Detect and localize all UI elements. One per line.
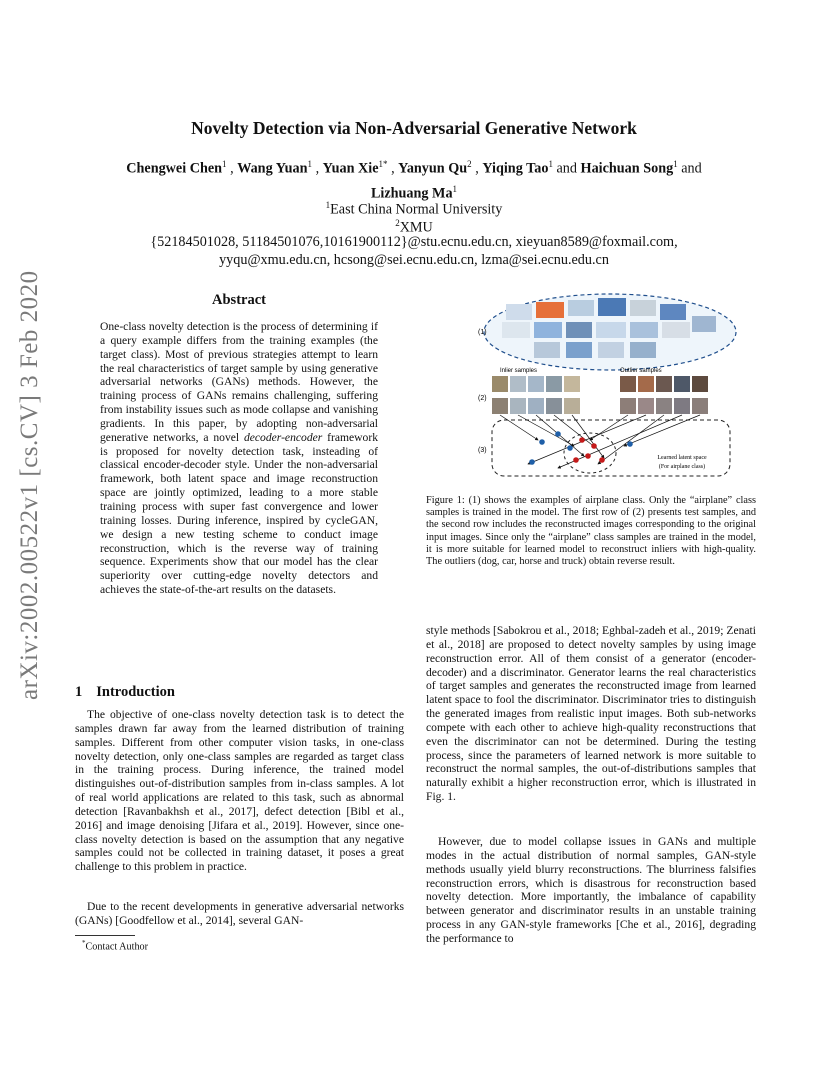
author-affiliation-mark: 1*: [378, 159, 388, 169]
affiliation-mark: 2: [395, 218, 400, 228]
author-affiliation-mark: 1: [222, 159, 227, 169]
figure-label-3: (3): [478, 447, 487, 454]
intro-paragraph-2: Due to the recent developments in generative adversarial networks (GANs) [Goodfellow et al., 2014], several GAN-: [75, 900, 404, 927]
author-affiliation-mark: 1: [452, 183, 458, 194]
intro-paragraph-4: However, due to model collapse issues in GANs and multiple modes in the actual distribution of normal samples, GAN-style methods usually yield blurry reconstructions. The blurriness falsifies reconstruction errors, which is disastrous for reconstruction based novelty detection. More importantly, the imbalance of capability between generator and discriminator results in an unstable training process in any GAN-style frameworks [Che et al., 2016], degrading the performance to: [426, 835, 756, 945]
section-title: Introduction: [96, 684, 175, 700]
abstract-text: framework is proposed for novelty detection task, insteading of classical encoder-decoder style. Under the non-adversarial framework, both latent space and image reconstruction space are jointly optimized, leading to a more stable training process with super fast convergence and lower training losses. During inference, inspired by cycleGAN, we design a new testing scheme to conduct image reconstruction, which is the reverse way of training sequence. Experiments show that our model has the clear superiority over cutting-edge novelty detectors and achieves the state-of-the-art results on the datasets.: [100, 430, 378, 597]
author-list: Chengwei Chen$^1$ , Wang Yuan$^1$ , Yuan Xie$^{1*}$ , Yanyun Qu$^2$ , Yiqing Tao$^1$ and Haichuan Song$^1$ and Lizhuang Ma$^1$: [126, 159, 702, 202]
email-line-2: yyqu@xmu.edu.cn, hcsong@sei.ecnu.edu.cn, lzma@sei.ecnu.edu.cn: [219, 252, 609, 268]
outlier-label: Outlier samples: [620, 368, 662, 374]
email-line-1: {52184501028, 51184501076,10161900112}@stu.ecnu.edu.cn, xieyuan8589@foxmail.com,: [150, 234, 678, 250]
author-affiliation-mark: 1: [673, 159, 678, 169]
author-name: Yanyun Qu: [398, 160, 468, 177]
abstract-body: [100, 320, 378, 597]
reconstructed-images: [492, 398, 708, 414]
test-sample-images: [492, 376, 708, 392]
footnote: [82, 939, 148, 952]
abstract-text: One-class novelty detection is the process of determining if a query example differs from the training examples (the target class). Most of previous strategies attempt to learn the real characteristics of target sample by using generative adversarial networks (GANs) methods. However, the training process of GANs remains challenging, suffering from instability issues such as mode collapse and vanishing gradients. In this paper, by adopting non-adversarial generative networks, a novel: [100, 320, 378, 444]
author-name: Chengwei Chen: [126, 160, 223, 177]
figure-1: [470, 288, 740, 483]
arxiv-identifier: arXiv:2002.00522v1 [cs.CV] 3 Feb 2020: [16, 270, 43, 700]
author-name: Yiqing Tao: [482, 160, 549, 177]
author-affiliation-mark: 1: [307, 159, 313, 169]
paper-title: Novelty Detection via Non-Adversarial Generative Network: [191, 118, 637, 138]
affiliation-name: East China Normal University: [330, 201, 503, 218]
footnote-text: Contact Author: [85, 941, 149, 953]
footnote-mark: *: [82, 939, 86, 947]
section-heading: [75, 684, 189, 701]
author-name: Wang Yuan: [237, 160, 308, 177]
conjunction: and: [681, 160, 702, 177]
intro-paragraph-1: The objective of one-class novelty detection task is to detect the samples drawn far away from the learned distribution of training samples. Different from other computer vision tasks, in one-class novelty detection, only one-class samples are regarded as target class in the training process. During inference, the trained model distinguishes out-of-distribution samples from in-class samples. A lot of real world applications are related to this task, such as abnormal detection [Ravanbakhsh et al., 2017], defect detection [Bibl et al., 2016] and image denoising [Jifara et al., 2019]. However, since one-class novelty detection is based on the assumption that any negative samples could not be collected in training dataset, it poses a great challenge to this problem in practice.: [75, 708, 404, 874]
author-name: Yuan Xie: [322, 160, 379, 177]
affiliation-mark: 1: [325, 200, 331, 210]
author-affiliation-mark: 1: [548, 159, 553, 169]
inlier-label: Inlier samples: [500, 368, 538, 374]
intro-paragraph-3: style methods [Sabokrou et al., 2018; Eghbal-zadeh et al., 2019; Zenati et al., 2018] are proposed to detect novelty samples by using image reconstruction error. All of them consist of a generator (encoder-decoder) and a discriminator. Generator learns the real characteristics of target samples and generates the reconstructed image from learned latent space to fool the discriminator. Discriminator tries to distinguish the generated images from realistic input images. Both sub-networks compete with each other to achieve high-quality reconstructions that even the discriminator can not be determined. During the testing process, since the parameters of learned network is more suitable to reconstruct the normal samples, the out-of-distributions samples that naturally exhibit a higher reconstruction error, which is illustrated in Fig. 1.: [426, 624, 756, 804]
latent-space-label: Learned latent space: [657, 455, 707, 461]
author-name: Lizhuang Ma: [370, 185, 453, 202]
figure-label-2: (2): [478, 395, 487, 402]
footnote-rule: [75, 935, 135, 936]
author-affiliation-mark: 2: [467, 159, 472, 169]
affiliation-name: XMU: [399, 219, 433, 236]
section-number: 1: [75, 684, 83, 700]
abstract-heading: Abstract: [212, 292, 266, 308]
conjunction: and: [556, 160, 577, 177]
figure-label-1: (1): [478, 329, 487, 336]
author-name: Haichuan Song: [580, 160, 674, 177]
abstract-emphasis: decoder-encoder: [243, 430, 323, 444]
figure-caption: Figure 1: (1) shows the examples of airplane class. Only the “airplane” class samples is trained in the model. The first row of (2) presents test samples, and the second row includes the reconstructed images corresponding to the original input images. Since only the “airplane” class samples are trained in the model, it is more suitable for learned model to reconstruct inliers with high-quality. The outliers (dog, car, horse and truck) obtain reverse result.: [426, 495, 756, 568]
latent-space-sublabel: (For airplane class): [658, 464, 706, 470]
